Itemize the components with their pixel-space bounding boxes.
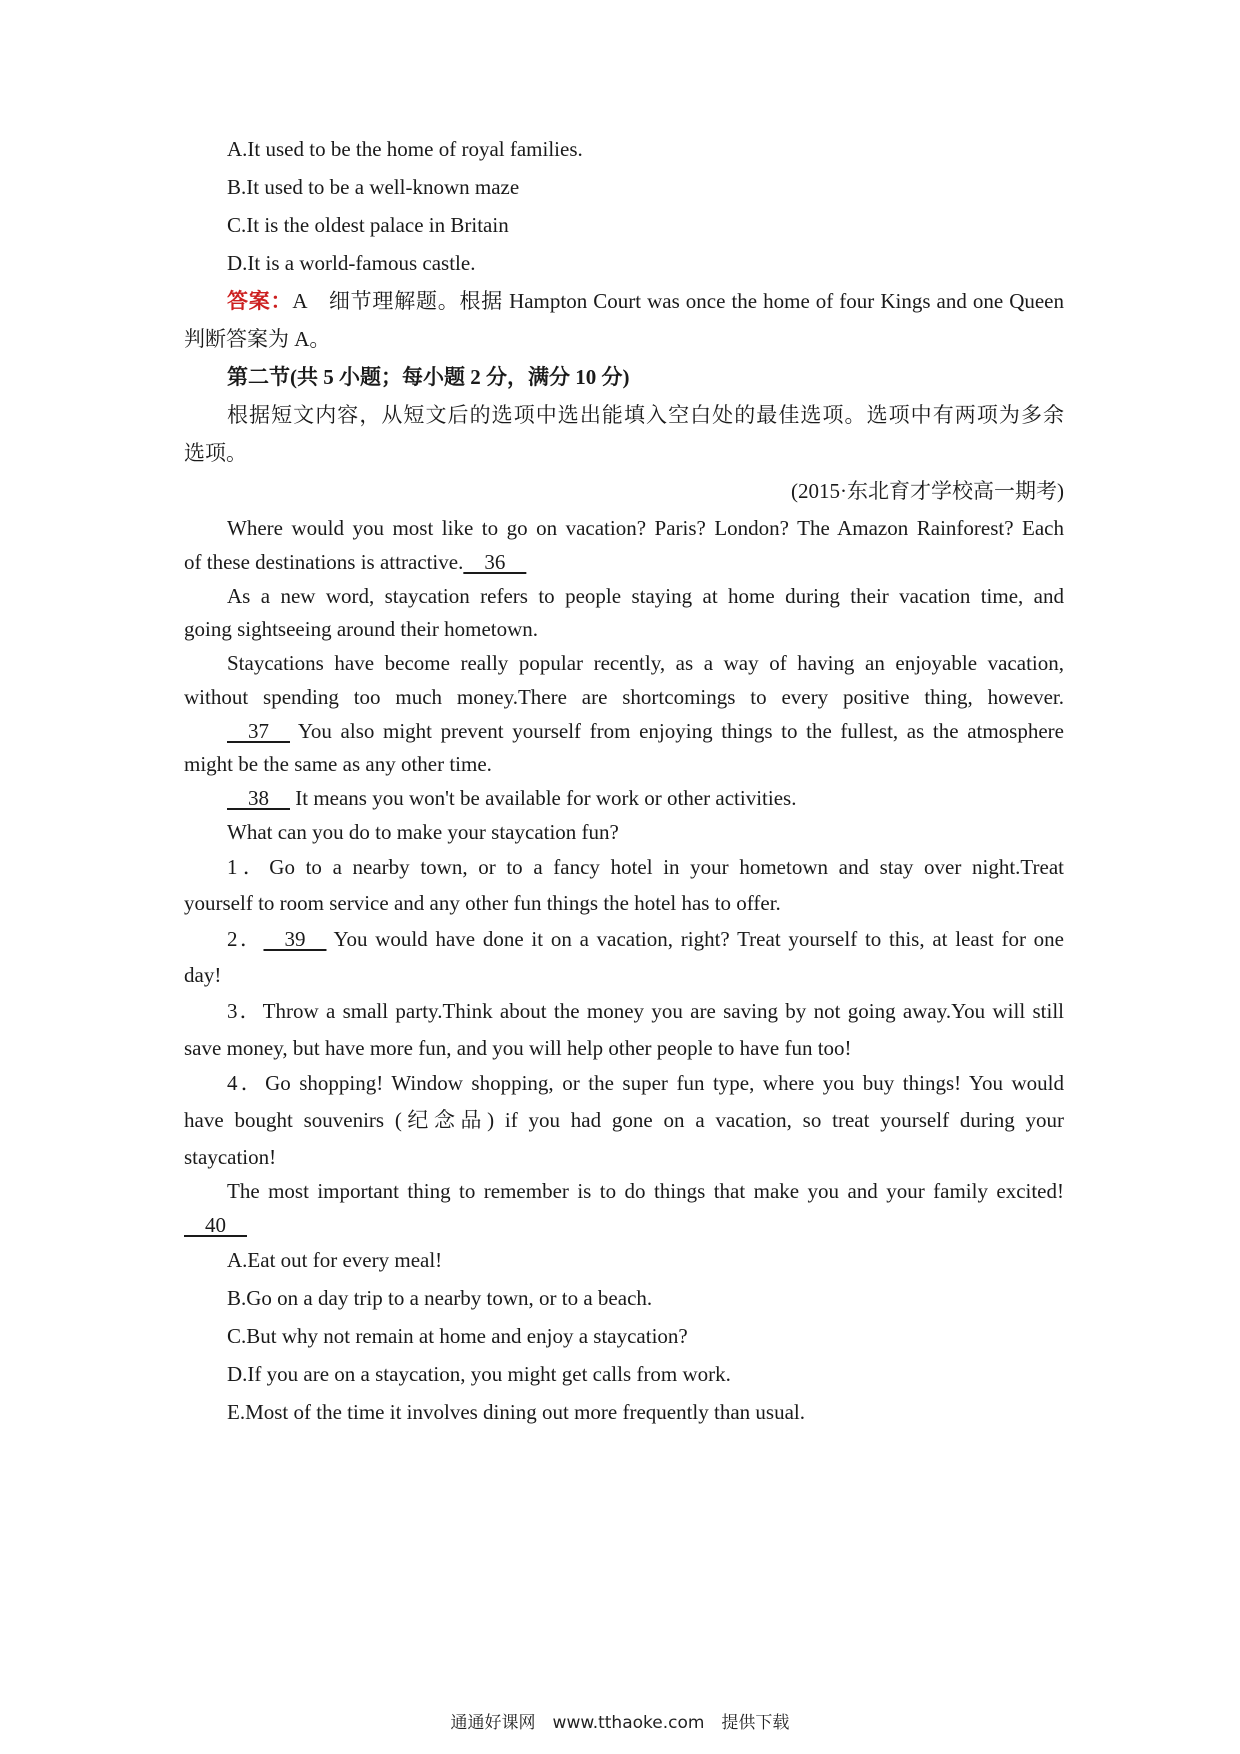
option-letter: C. xyxy=(227,213,247,237)
instruction-line-1: 根据短文内容，从短文后的选项中选出能填入空白处的最佳选项。选项中有两项为多余 xyxy=(227,403,1064,427)
option-letter: B. xyxy=(227,175,247,199)
choice-d xyxy=(227,1364,1064,1385)
passage-text: It means you won't be available for work or other activities. xyxy=(290,786,797,810)
option-text: If you are on a staycation, you might get calls from work. xyxy=(247,1362,731,1386)
choice-a xyxy=(227,1250,1064,1271)
option-b xyxy=(227,177,1064,198)
item-1-line2: yourself to room service and any other fun things the hotel has to offer. xyxy=(184,891,781,915)
answer-label: 答案： xyxy=(227,289,293,313)
instruction-line-2: 选项。 xyxy=(184,441,247,465)
option-letter: E. xyxy=(227,1400,246,1424)
answer-line-2: 判断答案为 A。 xyxy=(184,327,331,351)
option-letter: D. xyxy=(227,251,248,275)
option-letter: B. xyxy=(227,1286,247,1310)
item-2-line1 xyxy=(227,929,1064,950)
section-heading: 第二节(共 5 小题；每小题 2 分，满分 10 分) xyxy=(227,365,630,389)
passage-p1-line2 xyxy=(184,552,1064,573)
option-text: It used to be the home of royal families. xyxy=(247,137,583,161)
item-4-line3: staycation! xyxy=(184,1145,277,1169)
passage-p6: What can you do to make your staycation fun? xyxy=(227,820,619,844)
blank-39: 39 xyxy=(263,927,327,951)
item-2-line2: day! xyxy=(184,963,222,987)
passage-p4-line2: might be the same as any other time. xyxy=(184,752,492,776)
blank-38: 38 xyxy=(227,786,290,810)
option-letter: C. xyxy=(227,1324,247,1348)
option-text: It used to be a well-known maze xyxy=(246,175,520,199)
option-text: Eat out for every meal! xyxy=(247,1248,443,1272)
item-4-line1: 4．Go shopping! Window shopping, or the super fun type, where you buy things! You would xyxy=(227,1071,1064,1095)
choice-b xyxy=(227,1288,1064,1309)
choice-c xyxy=(227,1326,1064,1347)
passage-p1-line1: Where would you most like to go on vacation? Paris? London? The Amazon Rainforest? Each xyxy=(227,516,1064,540)
blank-36: 36 xyxy=(463,550,527,574)
passage-p3-line2: without spending too much money.There are shortcomings to every positive thing, however. xyxy=(184,685,1064,709)
blank-40: 40 xyxy=(184,1213,247,1237)
answer-text: A 细节理解题。根据 Hampton Court was once the home of four Kings and one Queen xyxy=(292,289,1065,313)
option-c xyxy=(227,215,1064,236)
item-1-line1: 1．Go to a nearby town, or to a fancy hotel in your hometown and stay over night.Treat xyxy=(227,855,1064,879)
page-footer: 通通好课网 www.tthaoke.com 提供下载 xyxy=(450,1713,790,1733)
passage-text: of these destinations is attractive. xyxy=(184,550,464,574)
passage-p2-line2: going sightseeing around their hometown. xyxy=(184,617,539,641)
option-text: It is a world-famous castle. xyxy=(247,251,476,275)
passage-text: You also might prevent yourself from enjoying things to the fullest, as the atmosphere xyxy=(290,719,1064,743)
passage-p2-line1: As a new word, staycation refers to people staying at home during their vacation time, and xyxy=(227,584,1064,608)
option-text: But why not remain at home and enjoy a staycation? xyxy=(246,1324,688,1348)
source-note: (2015·东北育才学校高一期考) xyxy=(791,479,1064,503)
choice-e xyxy=(227,1402,1064,1423)
item-3-line2: save money, but have more fun, and you will help other people to have fun too! xyxy=(184,1036,852,1060)
passage-p5 xyxy=(227,788,1064,809)
passage-p3-line1: Staycations have become really popular recently, as a way of having an enjoyable vacation, xyxy=(227,651,1064,675)
item-number: 2． xyxy=(227,927,264,951)
option-text: Go on a day trip to a nearby town, or to a beach. xyxy=(246,1286,653,1310)
option-text: It is the oldest palace in Britain xyxy=(246,213,509,237)
blank-37: 37 xyxy=(227,719,290,743)
option-letter: D. xyxy=(227,1362,248,1386)
option-text: Most of the time it involves dining out more frequently than usual. xyxy=(245,1400,805,1424)
item-4-line2: have bought souvenirs (纪念品) if you had gone on a vacation, so treat yourself during your xyxy=(184,1108,1064,1132)
passage-text: You would have done it on a vacation, right? Treat yourself to this, at least for one xyxy=(326,927,1065,951)
option-letter: A. xyxy=(227,1248,248,1272)
option-d xyxy=(227,253,1064,274)
option-letter: A. xyxy=(227,137,248,161)
answer-line-1 xyxy=(227,291,1064,312)
passage-p7-line2 xyxy=(184,1215,1064,1236)
passage-p7-line1: The most important thing to remember is to do things that make you and your family excited! xyxy=(227,1179,1064,1203)
passage-p4-line1 xyxy=(227,721,1064,742)
option-a xyxy=(227,139,1064,160)
item-3-line1: 3．Throw a small party.Think about the money you are saving by not going away.You will still xyxy=(227,999,1064,1023)
